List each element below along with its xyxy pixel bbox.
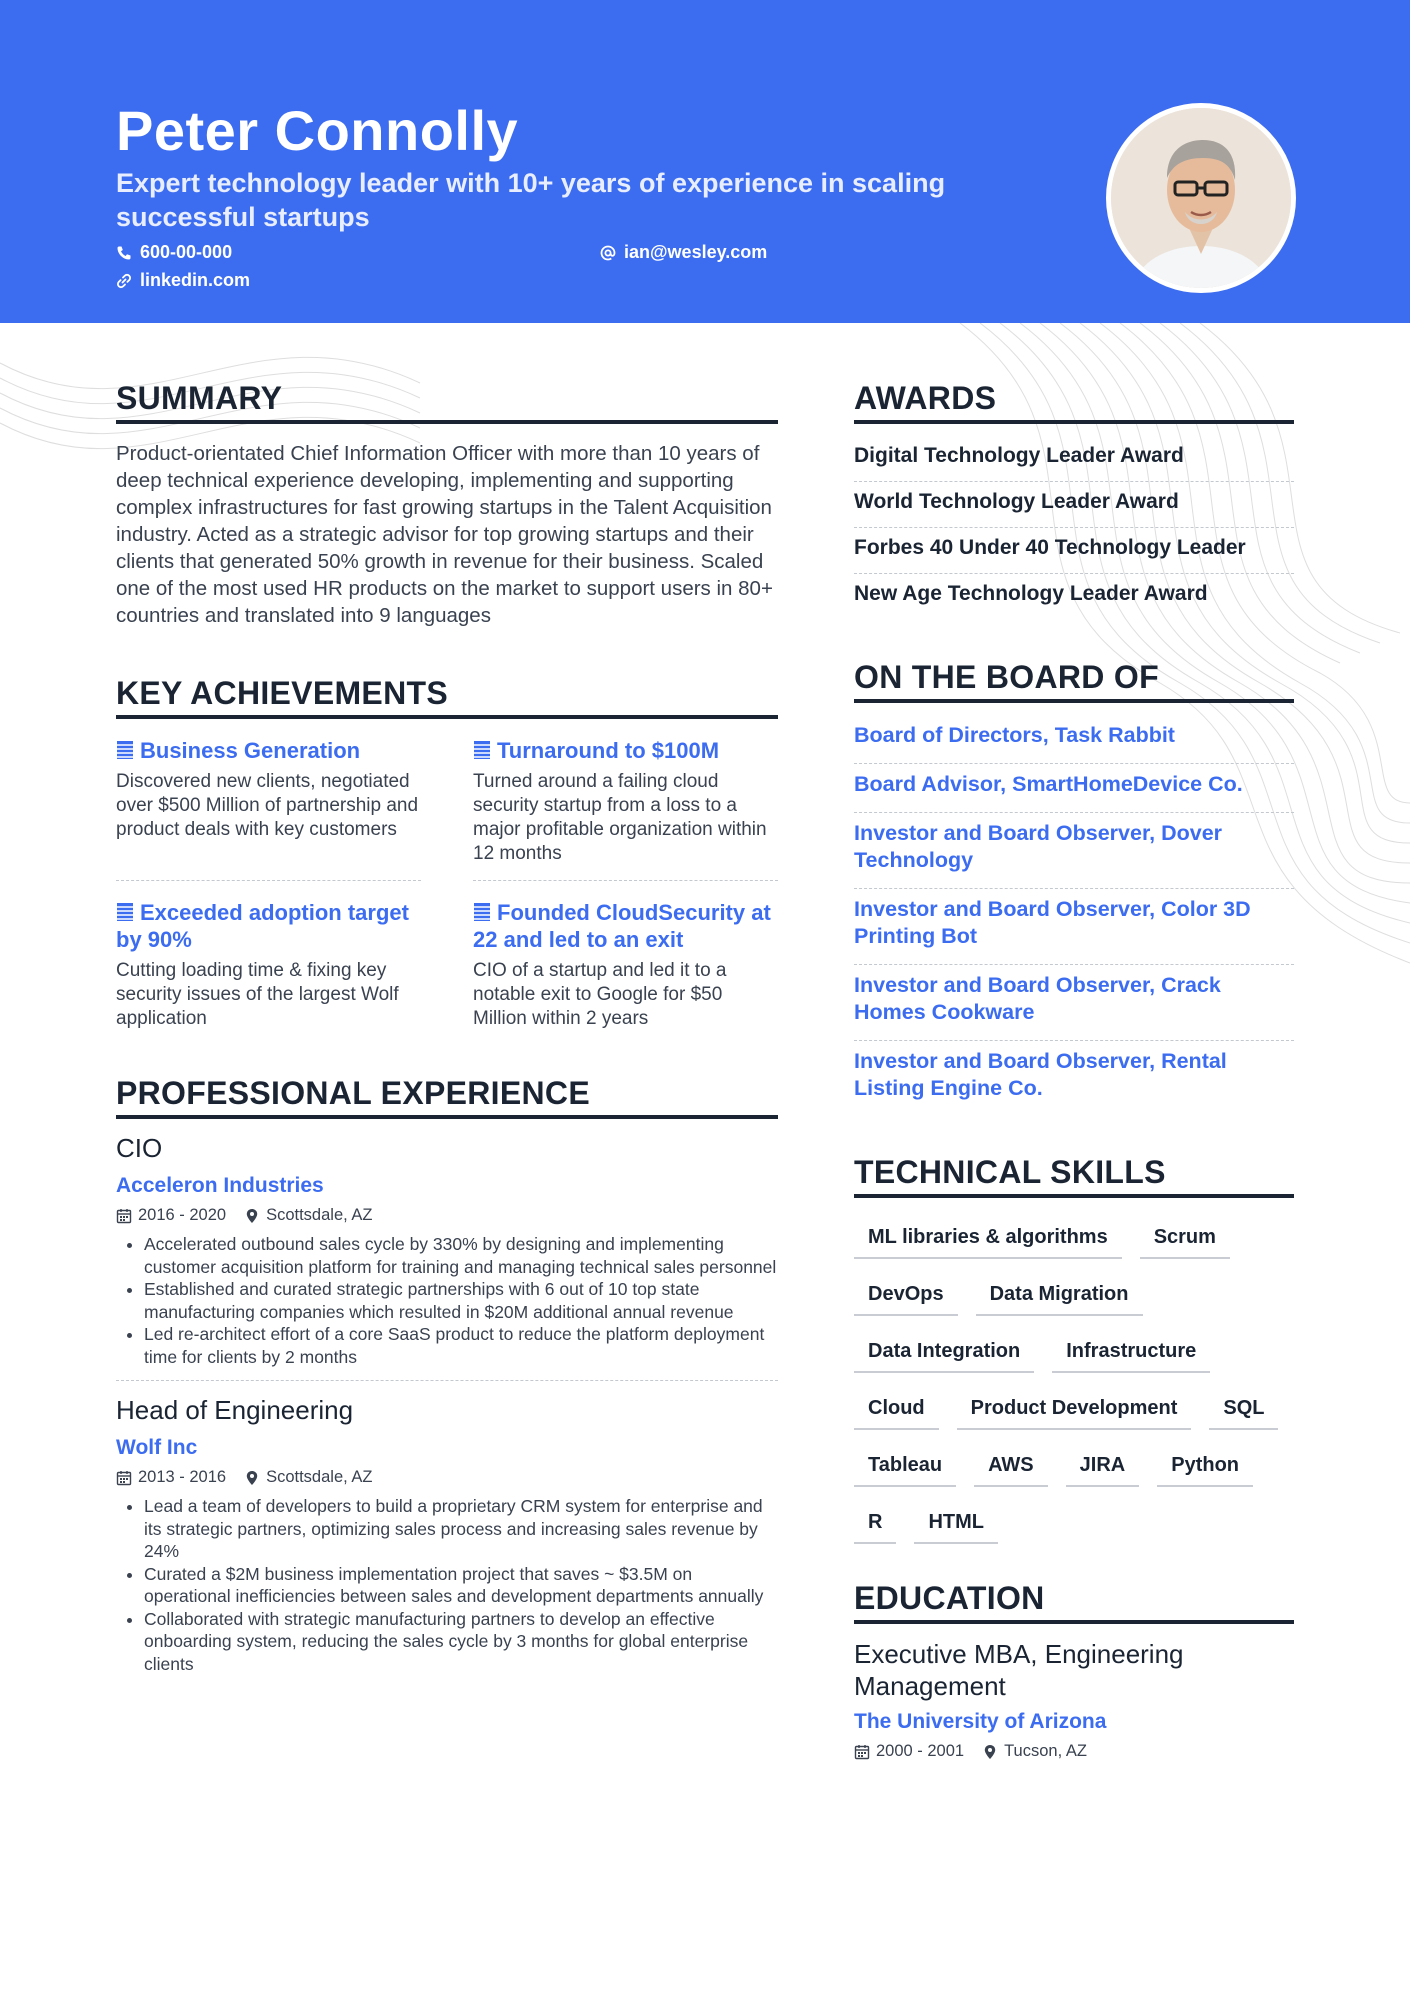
achievement-desc: Discovered new clients, negotiated over $500 Million of partnership and product deals with key customers	[116, 771, 419, 840]
job-role: CIO	[116, 1133, 163, 1163]
achievement-title: Turnaround to $100M	[497, 738, 720, 763]
achievement-title: Business Generation	[140, 738, 361, 763]
board-item: Investor and Board Observer, Rental Listing Engine Co.	[854, 1049, 1227, 1100]
job-role: Head of Engineering	[116, 1395, 354, 1425]
job-meta	[116, 1206, 778, 1225]
education-degree: Executive MBA, Engineering Management	[854, 1639, 1184, 1701]
candidate-tagline: Expert technology leader with 10+ years of experience in scaling successful startups	[116, 168, 946, 232]
skill-tag: R	[854, 1507, 896, 1544]
skill-tag: HTML	[914, 1507, 998, 1544]
calendar-icon	[116, 1470, 132, 1486]
skill-tag: SQL	[1209, 1393, 1278, 1430]
skill-tag: Cloud	[854, 1393, 939, 1430]
skill-tag: Python	[1157, 1450, 1253, 1487]
candidate-name: Peter Connolly	[116, 99, 519, 162]
board-item: Investor and Board Observer, Color 3D Printing Bot	[854, 889, 1294, 965]
achievement-item	[473, 733, 778, 881]
job-bullet: • Accelerated outbound sales cycle by 330% by designing and implementing customer acquisition platform for training and managing technical sales personnel	[144, 1233, 778, 1278]
board-heading: ON THE BOARD OF	[854, 659, 1294, 703]
awards-heading: AWARDS	[854, 380, 1294, 424]
skill-tag: Tableau	[854, 1450, 956, 1487]
job-company: Wolf Inc	[116, 1436, 198, 1459]
document-icon	[473, 902, 491, 922]
job-entry	[116, 1395, 778, 1675]
achievements-section	[116, 675, 778, 1045]
awards-section	[854, 380, 1294, 619]
education-school: The University of Arizona	[854, 1710, 1107, 1733]
skill-tag: DevOps	[854, 1279, 958, 1316]
job-location: Scottsdale, AZ	[266, 1206, 373, 1224]
at-icon	[600, 245, 616, 261]
phone-contact	[116, 242, 232, 263]
job-dates: 2016 - 2020	[138, 1206, 227, 1224]
board-item: Investor and Board Observer, Crack Homes Cookware	[854, 965, 1294, 1041]
profile-photo	[1106, 103, 1296, 293]
skill-tag: Data Integration	[854, 1336, 1034, 1373]
education-section	[854, 1580, 1294, 1761]
right-column	[854, 380, 1294, 1761]
email-contact[interactable]	[600, 242, 767, 263]
award-item: Forbes 40 Under 40 Technology Leader	[854, 528, 1294, 574]
document-icon	[116, 740, 134, 760]
location-pin-icon	[244, 1208, 260, 1224]
achievement-title: Exceeded adoption target by 90%	[116, 900, 409, 952]
award-item: Digital Technology Leader Award	[854, 436, 1294, 482]
achievement-desc: CIO of a startup and led it to a notable exit to Google for $50 Million within 2 years	[473, 960, 727, 1029]
link-icon	[116, 273, 132, 289]
skill-tag: Product Development	[957, 1393, 1192, 1430]
summary-text: Product-orientated Chief Information Officer with more than 10 years of deep technical experience developing, implementing and supporting complex infrastructures for fast growing startups in the Talent Acquisition industry. Acted as a strategic advisor for top growing startups and their clients that generated 50% growth in revenue for their business. Scaled one of the most used HR products on the market to support users in 80+ countries and translated into 9 languages	[116, 442, 773, 627]
job-bullets	[116, 1495, 778, 1675]
achievement-item	[116, 733, 421, 881]
calendar-icon	[116, 1208, 132, 1224]
award-item: World Technology Leader Award	[854, 482, 1294, 528]
experience-section	[116, 1075, 778, 1675]
board-item: Investor and Board Observer, Dover Technology	[854, 813, 1294, 889]
achievement-item	[473, 895, 778, 1045]
document-icon	[473, 740, 491, 760]
board-section	[854, 659, 1294, 1116]
location-pin-icon	[244, 1470, 260, 1486]
summary-heading: SUMMARY	[116, 380, 778, 424]
skills-section	[854, 1154, 1294, 1544]
phone-number: 600-00-000	[140, 242, 233, 262]
job-bullets	[116, 1233, 778, 1368]
achievement-desc: Cutting loading time & fixing key security issues of the largest Wolf application	[116, 960, 399, 1029]
education-dates: 2000 - 2001	[876, 1742, 965, 1760]
achievement-title: Founded CloudSecurity at 22 and led to an exit	[473, 900, 771, 952]
experience-heading: PROFESSIONAL EXPERIENCE	[116, 1075, 778, 1119]
board-item: Board Advisor, SmartHomeDevice Co.	[854, 764, 1294, 813]
skill-tag: Scrum	[1140, 1222, 1230, 1259]
education-heading: EDUCATION	[854, 1580, 1294, 1624]
job-entry	[116, 1133, 778, 1381]
board-item: Board of Directors, Task Rabbit	[854, 715, 1294, 764]
skill-tag: ML libraries & algorithms	[854, 1222, 1122, 1259]
phone-icon	[116, 245, 132, 261]
document-icon	[116, 902, 134, 922]
award-item: New Age Technology Leader Award	[854, 582, 1208, 605]
job-bullet: • Led re-architect effort of a core SaaS product to reduce the platform deployment time for clients by 2 months	[144, 1323, 778, 1368]
education-meta	[854, 1742, 1294, 1761]
job-divider	[116, 1380, 778, 1381]
calendar-icon	[854, 1744, 870, 1760]
job-location: Scottsdale, AZ	[266, 1468, 373, 1486]
skill-tag: Infrastructure	[1052, 1336, 1210, 1373]
linkedin-url[interactable]: linkedin.com	[140, 270, 251, 290]
skill-tag: JIRA	[1066, 1450, 1140, 1487]
summary-section	[116, 380, 778, 629]
achievement-item	[116, 895, 421, 1045]
job-bullet: • Collaborated with strategic manufacturing partners to develop an effective onboarding system, reducing the sales cycle by 3 months for global enterprise clients	[144, 1608, 778, 1676]
skill-tag: AWS	[974, 1450, 1048, 1487]
skill-tag: Data Migration	[976, 1279, 1143, 1316]
left-column	[116, 380, 778, 1675]
education-location: Tucson, AZ	[1004, 1742, 1087, 1760]
job-bullet: • Lead a team of developers to build a proprietary CRM system for enterprise and its strategic partners, optimizing sales process and increasing sales revenue by 24%	[144, 1495, 778, 1563]
resume-header	[0, 0, 1410, 323]
email-address[interactable]: ian@wesley.com	[624, 242, 768, 262]
achievement-desc: Turned around a failing cloud security startup from a loss to a major profitable organization within 12 months	[473, 771, 767, 864]
job-bullet: • Established and curated strategic partnerships with 6 out of 10 top state manufacturing companies which resulted in $20M additional annual revenue	[144, 1278, 778, 1323]
job-bullet: • Curated a $2M business implementation project that saves ~ $3.5M on operational inefficiencies between sales and development departments annually	[144, 1563, 778, 1608]
job-company: Acceleron Industries	[116, 1174, 324, 1197]
linkedin-contact[interactable]	[116, 270, 250, 291]
skills-heading: TECHNICAL SKILLS	[854, 1154, 1294, 1198]
job-dates: 2013 - 2016	[138, 1468, 227, 1486]
portrait-illustration	[1111, 108, 1291, 288]
job-meta	[116, 1468, 778, 1487]
location-pin-icon	[982, 1744, 998, 1760]
achievements-heading: KEY ACHIEVEMENTS	[116, 675, 778, 719]
